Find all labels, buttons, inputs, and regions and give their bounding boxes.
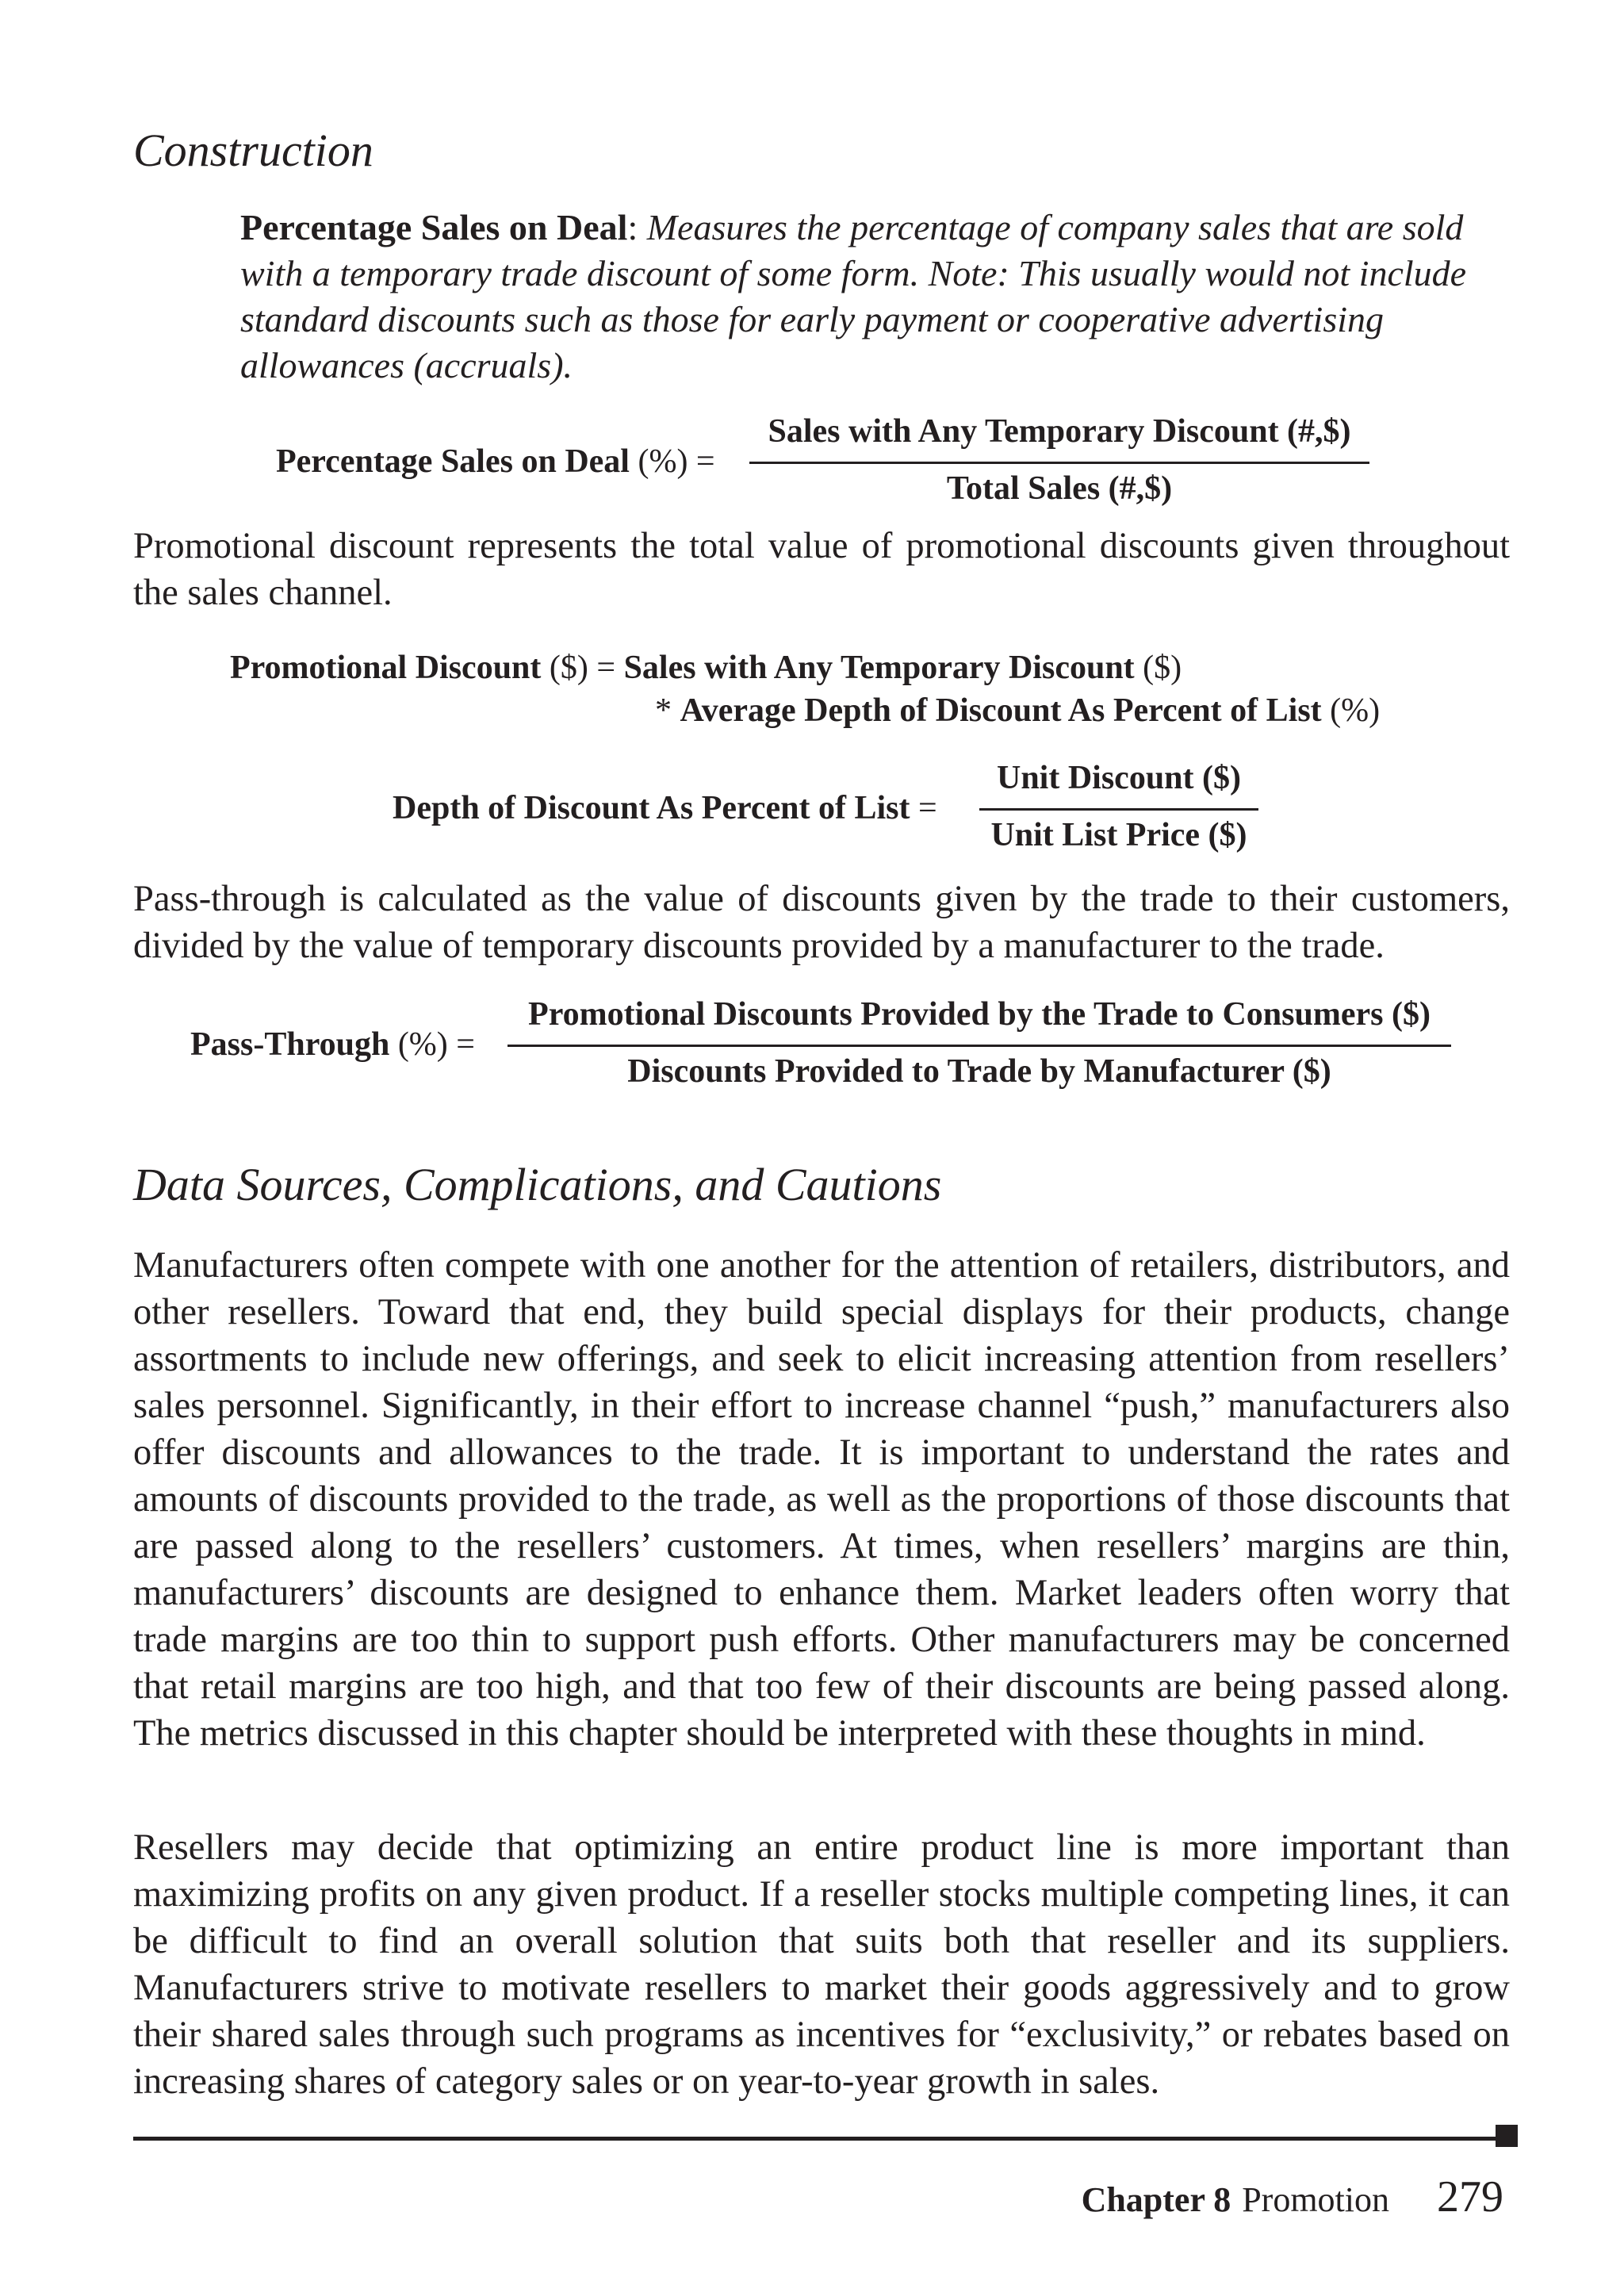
definition-percentage-sales-on-deal [240,205,1525,389]
equation-label: Pass-Through (%) = [190,1026,475,1063]
fraction-numerator: Promotional Discounts Provided by the Trade to Consumers ($) [528,996,1431,1033]
pass-through-paragraph: Pass-through is calculated as the value of discounts given by the trade to their customers, divided by the value of temporary discounts provided by a manufacturer to the trade. [133,879,1510,966]
page-number: 279 [1437,2172,1503,2222]
equation-label: Depth of Discount As Percent of List = [393,790,937,826]
fraction-denominator: Unit List Price ($) [990,817,1247,853]
definition-text: Measures the percentage of company sales that are sold with a temporary trade discount of some form. Note: This usually would not include standard discounts such as those for early payment or cooperative advertising allowances (accruals). [240,207,1467,385]
footer-chapter: Chapter 8 [1081,2180,1231,2219]
equation-label: Percentage Sales on Deal (%) = [276,443,715,480]
equation-fraction [979,759,1258,854]
construction-heading: Construction [133,125,373,176]
data-sources-paragraph-1: Manufacturers often compete with one another for the attention of retailers, distributors, and other resellers. Toward that end, they build special displays for their products, change assortments to include new offerings, and seek to elicit increasing attention from resellers’ sales personnel. Significantly, in their effort to increase channel “push,” manufacturers also offer discounts and allowances to the trade. It is important to understand the rates and amounts of discounts provided to the trade, as well as the proportions of those discounts that are passed along to the resellers’ customers. At times, when resellers’ margins are thin, manufacturers’ discounts are designed to enhance them. Market leaders often worry that trade margins are too thin to support push efforts. Other manufacturers may be concerned that retail margins are too high, and that too few of their discounts are being passed along. The metrics discussed in this chapter should be interpreted with these thoughts in mind. [133,1245,1510,1754]
footer-chapter-title: Promotion [1242,2180,1389,2219]
fraction-numerator: Sales with Any Temporary Discount (#,$) [768,413,1351,450]
equation-fraction [749,412,1369,508]
running-footer [1082,2172,1503,2222]
footer-rule [133,2137,1499,2141]
data-sources-heading: Data Sources, Complications, and Cautions [133,1159,942,1210]
footer-square-marker [1496,2125,1518,2147]
definition-colon: : [627,207,647,247]
equation-line-1: Promotional Discount ($) = Sales with Any Temporary Discount ($) [230,650,1182,686]
fraction-bar [508,1045,1451,1047]
definition-term: Percentage Sales on Deal [240,207,628,247]
fraction-bar [749,462,1369,464]
data-sources-paragraph-2: Resellers may decide that optimizing an entire product line is more important than maximizing profits on any given product. If a reseller stocks multiple competing lines, it can be difficult to find an overall solution that suits both that reseller and its suppliers. Manufacturers strive to motivate resellers to market their goods aggressively and to grow their shared sales through such programs as incentives for “exclusivity,” or rebates based on increasing shares of category sales or on year-to-year growth in sales. [133,1827,1510,2102]
equation-fraction [508,995,1451,1091]
fraction-numerator: Unit Discount ($) [996,760,1241,796]
fraction-denominator: Total Sales (#,$) [946,470,1173,507]
equation-line-2: * Average Depth of Discount As Percent of List (%) [655,692,1381,729]
fraction-denominator: Discounts Provided to Trade by Manufacturer ($) [627,1053,1331,1090]
promotional-discount-paragraph: Promotional discount represents the total value of promotional discounts given throughout the sales channel. [133,526,1510,613]
fraction-bar [979,808,1258,811]
